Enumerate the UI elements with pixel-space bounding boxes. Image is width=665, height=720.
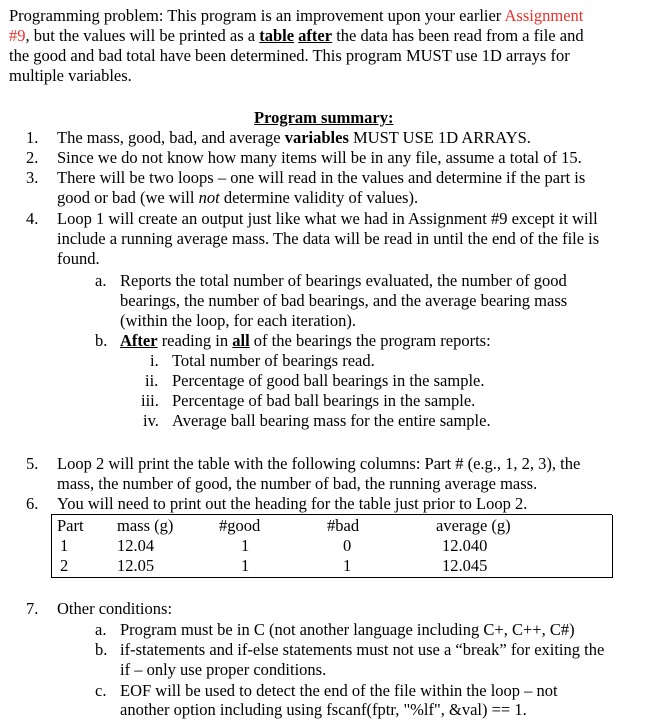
list-number: 5. — [26, 454, 39, 473]
list-item-3-line-1: There will be two loops – one will read in the values and determine if the part is — [57, 168, 586, 187]
table-cell-average: 12.045 — [442, 556, 488, 575]
table-cell-part: 1 — [60, 536, 69, 555]
roman-item-iii: Percentage of bad ball bearings in the sample. — [172, 391, 476, 410]
item-text: of the bearings the program reports: — [249, 331, 491, 350]
sublist-item-a-line-2: bearings, the number of bad bearings, and the average bearing mass — [120, 291, 568, 310]
table-header-good: #good — [219, 516, 261, 535]
sublist-letter: b. — [95, 640, 108, 659]
assignment-number: #9 — [9, 26, 26, 45]
table-cell-average: 12.040 — [442, 536, 488, 555]
sublist-letter: a. — [95, 271, 107, 290]
roman-numeral: ii. — [145, 371, 159, 390]
condition-a: Program must be in C (not another language including C+, C++, C#) — [120, 620, 575, 639]
table-cell-bad: 0 — [343, 536, 352, 555]
table-header-part: Part — [57, 516, 84, 535]
sublist-item-a-line-1: Reports the total number of bearings evaluated, the number of good — [120, 271, 567, 290]
table-cell-part: 2 — [60, 556, 69, 575]
intro-text: Programming problem: This program is an improvement upon your earlier — [9, 6, 505, 25]
item-text: reading in — [157, 331, 233, 350]
table-cell-mass: 12.05 — [117, 556, 155, 575]
condition-b-line-1: if-statements and if-else statements must not use a “break” for exiting the — [120, 640, 605, 659]
list-number: 6. — [26, 494, 39, 513]
intro-line-4: multiple variables. — [9, 66, 132, 85]
list-item-5-line-1: Loop 2 will print the table with the following columns: Part # (e.g., 1, 2, 3), the — [57, 454, 581, 473]
emphasis-table: table — [259, 26, 295, 45]
sublist-letter: b. — [95, 331, 108, 350]
summary-heading: Program summary: — [254, 108, 394, 127]
list-item-4-line-3: found. — [57, 249, 100, 268]
list-item-7: Other conditions: — [57, 599, 173, 618]
list-item-6: You will need to print out the heading for the table just prior to Loop 2. — [57, 494, 528, 513]
condition-c-line-1: EOF will be used to detect the end of the file within the loop – not — [120, 681, 558, 700]
list-item-4-line-2: include a running average mass. The data will be read in until the end of the file is — [57, 229, 600, 248]
emphasis-all: all — [232, 331, 250, 350]
roman-item-iv: Average ball bearing mass for the entire sample. — [172, 411, 491, 430]
intro-line-1 — [9, 6, 583, 26]
list-number: 2. — [26, 148, 39, 167]
list-item-3-line-2 — [57, 188, 418, 208]
item-text: good or bad (we will — [57, 188, 199, 207]
roman-numeral: iv. — [143, 411, 159, 430]
table-cell-mass: 12.04 — [117, 536, 155, 555]
sublist-letter: a. — [95, 620, 107, 639]
item-text: MUST USE 1D ARRAYS. — [348, 128, 531, 147]
intro-line-3: the good and bad total have been determined. This program MUST use 1D arrays for — [9, 46, 570, 65]
roman-item-i: Total number of bearings read. — [172, 351, 375, 370]
list-number: 3. — [26, 168, 39, 187]
table-cell-bad: 1 — [343, 556, 352, 575]
list-number: 7. — [26, 599, 39, 618]
intro-text: , but the values will be printed as a — [25, 26, 260, 45]
sublist-letter: c. — [95, 681, 107, 700]
list-number: 4. — [26, 209, 39, 228]
roman-item-ii: Percentage of good ball bearings in the sample. — [172, 371, 485, 390]
table-cell-good: 1 — [241, 536, 250, 555]
list-item-1 — [57, 128, 531, 148]
list-number: 1. — [26, 128, 39, 147]
list-item-5-line-2: mass, the number of good, the number of bad, the running average mass. — [57, 474, 538, 493]
emphasis-variables: variables — [284, 128, 349, 147]
condition-b-line-2: if – only use proper conditions. — [120, 660, 327, 679]
table-cell-good: 1 — [241, 556, 250, 575]
condition-c-line-2: another option including using fscanf(fptr, "%lf", &val) == 1. — [120, 700, 527, 719]
assignment-reference: Assignment — [504, 6, 584, 25]
sublist-item-b — [120, 331, 491, 351]
intro-text: the data has been read from a file and — [332, 26, 584, 45]
sublist-item-a-line-3: (within the loop, for each iteration). — [120, 311, 356, 330]
list-item-4-line-1: Loop 1 will create an output just like what we had in Assignment #9 except it will — [57, 209, 598, 228]
table-header-bad: #bad — [327, 516, 360, 535]
item-text: The mass, good, bad, and average — [57, 128, 285, 147]
table-header-average: average (g) — [436, 516, 511, 535]
intro-line-2 — [9, 26, 584, 46]
emphasis-after: after — [298, 26, 333, 45]
item-text: determine validity of values). — [219, 188, 419, 207]
roman-numeral: iii. — [141, 391, 159, 410]
roman-numeral: i. — [150, 351, 159, 370]
emphasis-not: not — [198, 188, 220, 207]
table-header-mass: mass (g) — [117, 516, 174, 535]
list-item-2: Since we do not know how many items will be in any file, assume a total of 15. — [57, 148, 582, 167]
emphasis-after: After — [120, 331, 158, 350]
